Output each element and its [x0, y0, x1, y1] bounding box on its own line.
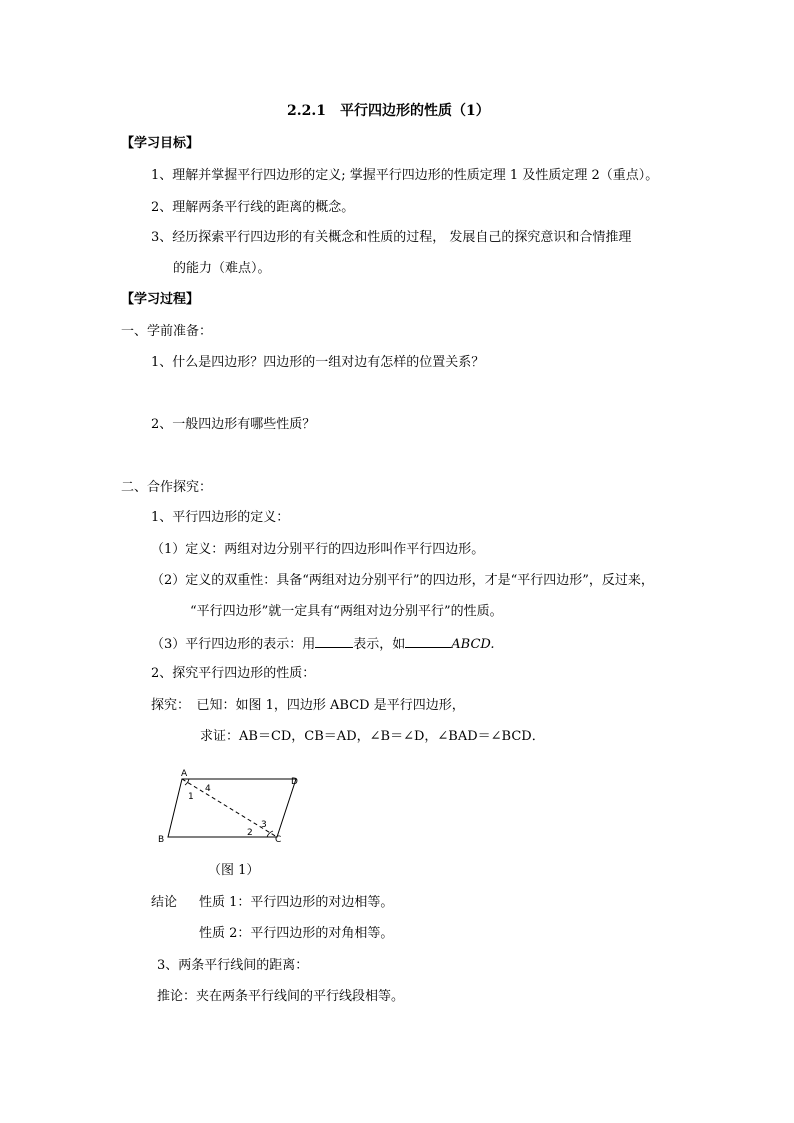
property-2: 性质 2：平行四边形的对角相等。	[199, 926, 394, 941]
blank-1	[315, 635, 353, 648]
angle-label-2: 2	[247, 828, 253, 838]
definition-2-line-2: “平行四边形”就一定具有“两组对边分别平行”的性质。	[190, 604, 503, 619]
angle-label-1: 1	[188, 792, 194, 802]
part1-heading: 一、学前准备：	[121, 324, 213, 339]
process-heading: 【学习过程】	[121, 292, 200, 307]
page-title: 2.2.1 平行四边形的性质（1）	[287, 103, 490, 119]
inference: 推论：夹在两条平行线间的平行线段相等。	[157, 989, 405, 1004]
definition-1: （1）定义：两组对边分别平行的四边形叫作平行四边形。	[151, 542, 485, 557]
prep-question-1: 1、什么是四边形？四边形的一组对边有怎样的位置关系？	[151, 355, 485, 370]
angle-arc-a	[185, 779, 189, 785]
definition-3-middle: 表示，如	[353, 637, 406, 652]
vertex-label-a: A	[181, 769, 188, 779]
section-definition: 1、平行四边形的定义：	[151, 510, 290, 525]
blank-2	[405, 635, 451, 648]
angle-label-3: 3	[261, 820, 267, 830]
definition-3-example: ABCD.	[451, 637, 495, 652]
goal-item-1: 1、理解并掌握平行四边形的定义; 掌握平行四边形的性质定理 1 及性质定理 2（重点）。	[151, 168, 659, 183]
vertex-label-b: B	[158, 835, 165, 845]
section-properties: 2、探究平行四边形的性质：	[151, 666, 316, 681]
vertex-label-c: C	[275, 835, 282, 845]
goals-heading: 【学习目标】	[121, 136, 200, 151]
angle-label-4: 4	[205, 784, 211, 794]
section-distance: 3、两条平行线间的距离：	[157, 958, 309, 973]
goal-item-3-continued: 的能力（难点）。	[173, 261, 271, 276]
parallelogram-figure	[155, 768, 315, 848]
prep-question-2: 2、一般四边形有哪些性质？	[151, 417, 316, 432]
prove-statement: 求证：AB＝CD，CB＝AD，∠B＝∠D，∠BAD＝∠BCD．	[200, 729, 545, 744]
figure-caption: （图 1）	[208, 863, 260, 878]
vertex-label-d: D	[291, 777, 298, 787]
part2-heading: 二、合作探究：	[121, 480, 213, 495]
conclusion-label: 结论	[151, 895, 178, 910]
definition-3	[151, 635, 495, 653]
goal-item-3: 3、经历探索平行四边形的有关概念和性质的过程， 发展自己的探究意识和合情推理	[151, 230, 632, 245]
definition-2-line-1: （2）定义的双重性：具备“两组对边分别平行”的四边形，才是“平行四边形”，反过来，	[151, 573, 654, 588]
goal-item-2: 2、理解两条平行线的距离的概念。	[151, 200, 355, 215]
definition-3-prefix: （3）平行四边形的表示：用	[151, 637, 316, 652]
property-1: 性质 1：平行四边形的对边相等。	[199, 895, 394, 910]
explore-statement: 探究： 已知：如图 1，四边形 ABCD 是平行四边形，	[151, 698, 465, 713]
parallelogram-outline	[168, 779, 296, 837]
